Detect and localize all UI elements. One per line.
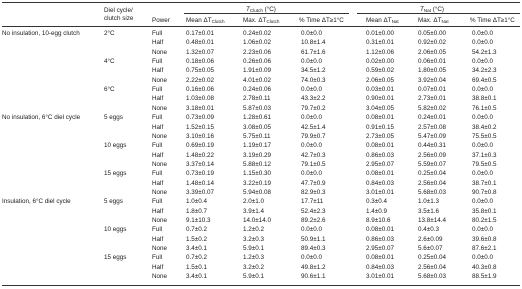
clutch-max-cell: 1.28±0.61 <box>243 114 271 122</box>
clutch-max-cell: 3.19±0.29 <box>243 151 271 159</box>
power-header: Power <box>152 17 170 24</box>
nat-pct-cell: 0.0±0.0 <box>472 254 493 262</box>
nat-max-cell: 0.4±0.3 <box>418 226 439 234</box>
clutch-mean-cell: 0.48±0.01 <box>186 39 214 47</box>
clutch-mean-cell: 1.03±0.08 <box>186 95 214 103</box>
nat-mean-cell: 3.01±0.01 <box>366 273 394 281</box>
nat-max-cell: 5.82±0.02 <box>418 104 446 112</box>
clutch-mean-cell: 3.39±0.07 <box>186 188 214 196</box>
nat-max-cell: 5.59±0.07 <box>418 160 446 168</box>
nat-mean-header-text: Mean ΔT <box>366 17 392 24</box>
clutch-mean-header-sub: Clutch <box>211 19 225 24</box>
nat-max-header-sub: Nat <box>441 19 449 24</box>
row-power-cell: Full <box>152 142 163 150</box>
nat-max-cell: 2.56±0.04 <box>418 263 446 271</box>
nat-pct-cell: 87.6±2.1 <box>472 245 497 253</box>
nat-max-cell: 3.92±0.04 <box>418 76 446 84</box>
clutch-max-cell: 1.19±0.17 <box>243 142 271 150</box>
row-power-cell: Full <box>152 198 163 206</box>
header-rule <box>2 26 520 27</box>
clutch-mean-cell: 0.73±0.19 <box>186 170 214 178</box>
clutch-mean-cell: 0.7±0.2 <box>186 226 207 234</box>
row-subgroup-cell: 6°C <box>104 86 115 94</box>
row-power-cell: Half <box>152 235 164 243</box>
clutch-max-cell: 3.22±0.19 <box>243 179 271 187</box>
clutch-pct-cell: 79.1±0.5 <box>301 160 326 168</box>
row-power-cell: Full <box>152 226 163 234</box>
nat-max-cell: 0.24±0.01 <box>418 114 446 122</box>
clutch-mean-cell: 1.0±0.4 <box>186 198 207 206</box>
t-clutch-group-header <box>246 6 276 13</box>
clutch-pct-cell: 42.7±0.3 <box>301 151 326 159</box>
t-nat-group-rule <box>357 13 520 14</box>
clutch-pct-header: % Time ΔT≥1°C <box>299 17 344 24</box>
clutch-pct-cell: 82.9±0.3 <box>301 188 326 196</box>
nat-mean-cell: 2.73±0.05 <box>366 132 394 140</box>
nat-pct-cell: 0.0±0.0 <box>472 114 493 122</box>
nat-pct-cell: 38.4±0.2 <box>472 123 497 131</box>
row-power-cell: Half <box>152 95 164 103</box>
t-clutch-symbol: T <box>246 6 250 13</box>
row-power-cell: None <box>152 160 168 168</box>
row-power-cell: Half <box>152 151 164 159</box>
clutch-mean-cell: 0.73±0.09 <box>186 114 214 122</box>
nat-pct-cell: 0.0±0.0 <box>472 58 493 66</box>
clutch-pct-cell: 17.7±11 <box>301 198 324 206</box>
bottom-rule <box>2 285 520 286</box>
nat-max-cell: 0.44±0.31 <box>418 142 446 150</box>
nat-pct-cell: 90.7±0.8 <box>472 188 497 196</box>
clutch-mean-cell: 0.75±0.05 <box>186 67 214 75</box>
clutch-mean-cell: 9.1±10.3 <box>186 217 211 224</box>
clutch-pct-cell: 0.0±0.0 <box>301 86 322 94</box>
clutch-mean-cell: 3.4±0.1 <box>186 273 207 281</box>
row-power-cell: None <box>152 245 168 253</box>
clutch-mean-cell: 3.4±0.1 <box>186 245 207 253</box>
nat-mean-cell: 0.3±0.4 <box>366 198 387 206</box>
clutch-max-cell: 1.2±0.2 <box>243 226 264 234</box>
nat-mean-cell: 0.08±0.01 <box>366 170 394 178</box>
clutch-max-cell: 2.78±0.11 <box>243 95 271 103</box>
nat-max-cell: 5.68±0.03 <box>418 188 446 196</box>
nat-pct-cell: 75.5±0.5 <box>472 132 497 140</box>
nat-mean-cell: 0.59±0.02 <box>366 67 394 75</box>
nat-max-cell: 5.47±0.09 <box>418 132 446 140</box>
nat-max-cell: 1.80±0.05 <box>418 67 446 75</box>
nat-pct-cell: 0.0±0.0 <box>472 39 493 47</box>
clutch-pct-cell: 0.0±0.0 <box>301 114 322 122</box>
row-subgroup-cell: 10 eggs <box>104 226 127 234</box>
nat-mean-cell: 0.03±0.01 <box>366 86 394 94</box>
nat-mean-cell: 3.01±0.01 <box>366 188 394 196</box>
row-group-cell: No insulation, 6°C diel cycle <box>2 114 81 122</box>
nat-max-cell: 0.92±0.02 <box>418 39 446 47</box>
clutch-mean-cell: 0.18±0.06 <box>186 58 214 66</box>
clutch-max-cell: 5.88±0.12 <box>243 160 271 168</box>
nat-max-header-text: Max. ΔT <box>418 17 442 24</box>
row-power-cell: Half <box>152 263 164 271</box>
clutch-max-cell: 5.75±0.11 <box>243 132 271 140</box>
row-power-cell: Half <box>152 207 164 215</box>
nat-max-cell: 0.07±0.01 <box>418 86 446 94</box>
clutch-mean-cell: 1.5±0.1 <box>186 263 207 271</box>
clutch-pct-cell: 0.0±0.0 <box>301 58 322 66</box>
clutch-max-cell: 2.23±0.06 <box>243 48 271 56</box>
nat-max-cell: 0.25±0.04 <box>418 254 446 262</box>
row-subgroup-cell: 4°C <box>104 58 115 66</box>
clutch-max-cell: 0.26±0.06 <box>243 58 271 66</box>
clutch-mean-cell: 0.69±0.19 <box>186 142 214 150</box>
nat-pct-cell: 79.5±0.5 <box>472 160 497 168</box>
clutch-mean-cell: 0.17±0.01 <box>186 30 214 37</box>
nat-pct-cell: 80.2±1.5 <box>472 217 497 224</box>
row-power-cell: Full <box>152 30 163 37</box>
row-subgroup-cell: 2°C <box>104 30 115 37</box>
t-clutch-group-rule <box>184 13 349 14</box>
nat-pct-cell: 35.8±0.1 <box>472 207 497 215</box>
nat-pct-cell: 0.0±0.0 <box>472 170 493 178</box>
nat-max-cell: 5.6±0.07 <box>418 245 443 253</box>
t-nat-symbol: T <box>420 6 424 13</box>
clutch-max-cell: 5.94±0.08 <box>243 188 271 196</box>
t-nat-unit: (°C) <box>431 6 445 13</box>
row-subgroup-cell: 5 eggs <box>104 114 123 122</box>
clutch-max-cell: 5.9±0.1 <box>243 245 264 253</box>
nat-max-cell: 0.05±0.00 <box>418 30 446 37</box>
clutch-mean-cell: 1.52±0.15 <box>186 123 214 131</box>
clutch-pct-cell: 74.0±0.3 <box>301 76 326 84</box>
nat-max-cell: 0.25±0.04 <box>418 170 446 178</box>
nat-pct-cell: 37.1±0.3 <box>472 151 497 159</box>
clutch-max-cell: 1.06±0.02 <box>243 39 271 47</box>
row-power-cell: Full <box>152 58 163 66</box>
clutch-max-cell: 3.2±0.2 <box>243 263 264 271</box>
nat-max-cell: 2.73±0.01 <box>418 95 446 103</box>
nat-max-cell: 5.68±0.03 <box>418 273 446 281</box>
clutch-mean-cell: 3.10±0.16 <box>186 132 214 140</box>
clutch-pct-cell: 50.9±1.1 <box>301 235 326 243</box>
nat-mean-cell: 0.86±0.03 <box>366 151 394 159</box>
clutch-pct-cell: 43.3±2.2 <box>301 95 326 103</box>
t-clutch-subscript: Clutch <box>249 8 263 13</box>
nat-max-cell: 1.0±1.3 <box>418 198 439 206</box>
clutch-mean-cell: 0.7±0.2 <box>186 254 207 262</box>
row-power-cell: Half <box>152 39 164 47</box>
clutch-mean-cell: 3.18±0.01 <box>186 104 214 112</box>
clutch-max-cell: 3.9±1.4 <box>243 207 264 215</box>
nat-mean-cell: 2.06±0.05 <box>366 76 394 84</box>
row-power-cell: None <box>152 273 168 281</box>
row-subgroup-cell: 15 eggs <box>104 170 127 178</box>
nat-mean-cell: 0.84±0.03 <box>366 179 394 187</box>
nat-max-cell: 2.06±0.05 <box>418 48 446 56</box>
clutch-pct-cell: 0.0±0.0 <box>301 170 322 178</box>
clutch-max-cell: 0.24±0.02 <box>243 30 271 37</box>
row-power-cell: None <box>152 76 168 84</box>
nat-mean-header <box>366 17 399 24</box>
row-power-cell: Half <box>152 179 164 187</box>
clutch-pct-cell: 52.4±2.3 <box>301 207 326 215</box>
nat-pct-cell: 38.7±0.1 <box>472 179 497 187</box>
row-group-cell: No insulation, 10-egg clutch <box>2 30 80 37</box>
clutch-pct-cell: 34.5±1.2 <box>301 67 326 75</box>
nat-mean-cell: 2.95±0.07 <box>366 245 394 253</box>
nat-mean-cell: 0.08±0.01 <box>366 226 394 234</box>
row-power-cell: Full <box>152 86 163 94</box>
nat-pct-cell: 38.8±0.1 <box>472 95 497 103</box>
nat-pct-cell: 39.6±0.8 <box>472 235 497 243</box>
nat-mean-cell: 0.02±0.00 <box>366 58 394 66</box>
nat-max-cell: 2.57±0.08 <box>418 123 446 131</box>
row-power-cell: Full <box>152 170 163 178</box>
nat-pct-cell: 54.2±1.3 <box>472 48 497 56</box>
row-power-cell: None <box>152 188 168 196</box>
clutch-mean-cell: 1.48±0.14 <box>186 179 214 187</box>
clutch-pct-cell: 79.9±0.7 <box>301 132 326 140</box>
row-power-cell: Full <box>152 254 163 262</box>
clutch-mean-cell: 0.16±0.06 <box>186 86 214 94</box>
nat-mean-cell: 0.90±0.01 <box>366 95 394 103</box>
clutch-pct-cell: 0.0±0.0 <box>301 142 322 150</box>
row-subgroup-cell: 5 eggs <box>104 198 123 206</box>
clutch-mean-cell: 1.5±0.2 <box>186 235 207 243</box>
clutch-max-cell: 4.01±0.02 <box>243 76 271 84</box>
nat-pct-cell: 76.1±0.5 <box>472 104 497 112</box>
nat-pct-cell: 0.0±0.0 <box>472 86 493 94</box>
clutch-mean-cell: 1.48±0.22 <box>186 151 214 159</box>
row-subgroup-cell: 10 eggs <box>104 142 127 150</box>
row-power-cell: Half <box>152 123 164 131</box>
nat-max-header <box>418 17 449 24</box>
nat-mean-cell: 0.01±0.00 <box>366 30 394 37</box>
clutch-pct-cell: 61.7±1.6 <box>301 48 326 56</box>
nat-mean-cell: 0.08±0.01 <box>366 142 394 150</box>
nat-pct-cell: 69.4±0.5 <box>472 76 497 84</box>
nat-mean-cell: 1.12±0.06 <box>366 48 394 56</box>
nat-max-cell: 3.5±1.6 <box>418 207 439 215</box>
nat-max-cell: 0.06±0.01 <box>418 58 446 66</box>
clutch-pct-cell: 47.7±0.9 <box>301 179 326 187</box>
clutch-pct-cell: 0.0±0.0 <box>301 30 322 37</box>
nat-max-cell: 13.8±14.4 <box>418 217 446 224</box>
clutch-max-cell: 14.0±14.0 <box>243 217 271 224</box>
nat-mean-cell: 2.95±0.07 <box>366 160 394 168</box>
nat-max-cell: 2.56±0.04 <box>418 179 446 187</box>
clutch-pct-cell: 42.5±1.4 <box>301 123 326 131</box>
nat-pct-cell: 0.0±0.0 <box>472 30 493 37</box>
clutch-pct-cell: 89.4±0.3 <box>301 245 326 253</box>
clutch-mean-cell: 1.8±0.7 <box>186 207 207 215</box>
clutch-max-cell: 0.24±0.06 <box>243 86 271 94</box>
diel-cycle-header: Diel cycle/ clutch size <box>104 7 134 22</box>
clutch-pct-cell: 89.2±2.6 <box>301 217 326 224</box>
row-power-cell: None <box>152 48 168 56</box>
clutch-max-cell: 3.08±0.05 <box>243 123 271 131</box>
clutch-max-header <box>243 17 279 24</box>
nat-max-cell: 2.56±0.09 <box>418 151 446 159</box>
nat-mean-cell: 1.4±0.9 <box>366 207 387 215</box>
clutch-pct-cell: 90.6±1.1 <box>301 273 326 281</box>
row-power-cell: None <box>152 217 168 224</box>
clutch-max-cell: 1.2±0.3 <box>243 254 264 262</box>
row-power-cell: None <box>152 104 168 112</box>
nat-mean-cell: 0.08±0.01 <box>366 254 394 262</box>
t-nat-group-header <box>420 6 444 13</box>
clutch-pct-cell: 0.0±0.0 <box>301 226 322 234</box>
nat-pct-cell: 34.2±2.3 <box>472 67 497 75</box>
clutch-max-header-text: Max. ΔT <box>243 17 267 24</box>
t-clutch-unit: (°C) <box>262 6 276 13</box>
clutch-max-header-sub: Clutch <box>266 19 280 24</box>
row-power-cell: Half <box>152 67 164 75</box>
clutch-max-cell: 1.15±0.30 <box>243 170 271 178</box>
clutch-mean-header-text: Mean ΔT <box>186 17 212 24</box>
clutch-max-cell: 2.0±1.0 <box>243 198 264 206</box>
row-power-cell: Full <box>152 114 163 122</box>
clutch-pct-cell: 0.0±0.0 <box>301 254 322 262</box>
row-subgroup-cell: 15 eggs <box>104 254 127 262</box>
nat-mean-header-sub: Nat <box>391 19 399 24</box>
nat-mean-cell: 0.91±0.15 <box>366 123 394 131</box>
nat-mean-cell: 3.04±0.05 <box>366 104 394 112</box>
nat-mean-cell: 0.08±0.01 <box>366 114 394 122</box>
nat-pct-header: % Time ΔT≥1°C <box>470 17 515 24</box>
clutch-mean-cell: 2.22±0.02 <box>186 76 214 84</box>
clutch-mean-cell: 1.32±0.07 <box>186 48 214 56</box>
clutch-mean-header <box>186 17 225 24</box>
nat-mean-cell: 0.31±0.01 <box>366 39 394 47</box>
clutch-max-cell: 5.9±0.1 <box>243 273 264 281</box>
nat-pct-cell: 0.0±0.0 <box>472 142 493 150</box>
clutch-mean-cell: 3.37±0.14 <box>186 160 214 168</box>
t-nat-subscript: Nat <box>423 8 432 13</box>
nat-max-cell: 2.6±0.09 <box>418 235 443 243</box>
clutch-pct-cell: 49.8±1.2 <box>301 263 326 271</box>
nat-pct-cell: 0.0±0.0 <box>472 198 493 206</box>
clutch-max-cell: 5.87±0.03 <box>243 104 271 112</box>
clutch-max-cell: 1.91±0.09 <box>243 67 271 75</box>
clutch-max-cell: 3.2±0.3 <box>243 235 264 243</box>
nat-pct-cell: 0.0±0.0 <box>472 226 493 234</box>
nat-mean-cell: 0.86±0.03 <box>366 235 394 243</box>
clutch-pct-cell: 10.8±1.4 <box>301 39 326 47</box>
nat-mean-cell: 8.9±10.6 <box>366 217 391 224</box>
nat-pct-cell: 40.3±0.8 <box>472 263 497 271</box>
row-group-cell: Insulation, 6°C diel cycle <box>2 198 71 206</box>
nat-pct-cell: 88.5±1.9 <box>472 273 497 281</box>
nat-mean-cell: 0.84±0.03 <box>366 263 394 271</box>
clutch-pct-cell: 79.7±0.2 <box>301 104 326 112</box>
top-rule <box>2 2 520 3</box>
row-power-cell: None <box>152 132 168 140</box>
